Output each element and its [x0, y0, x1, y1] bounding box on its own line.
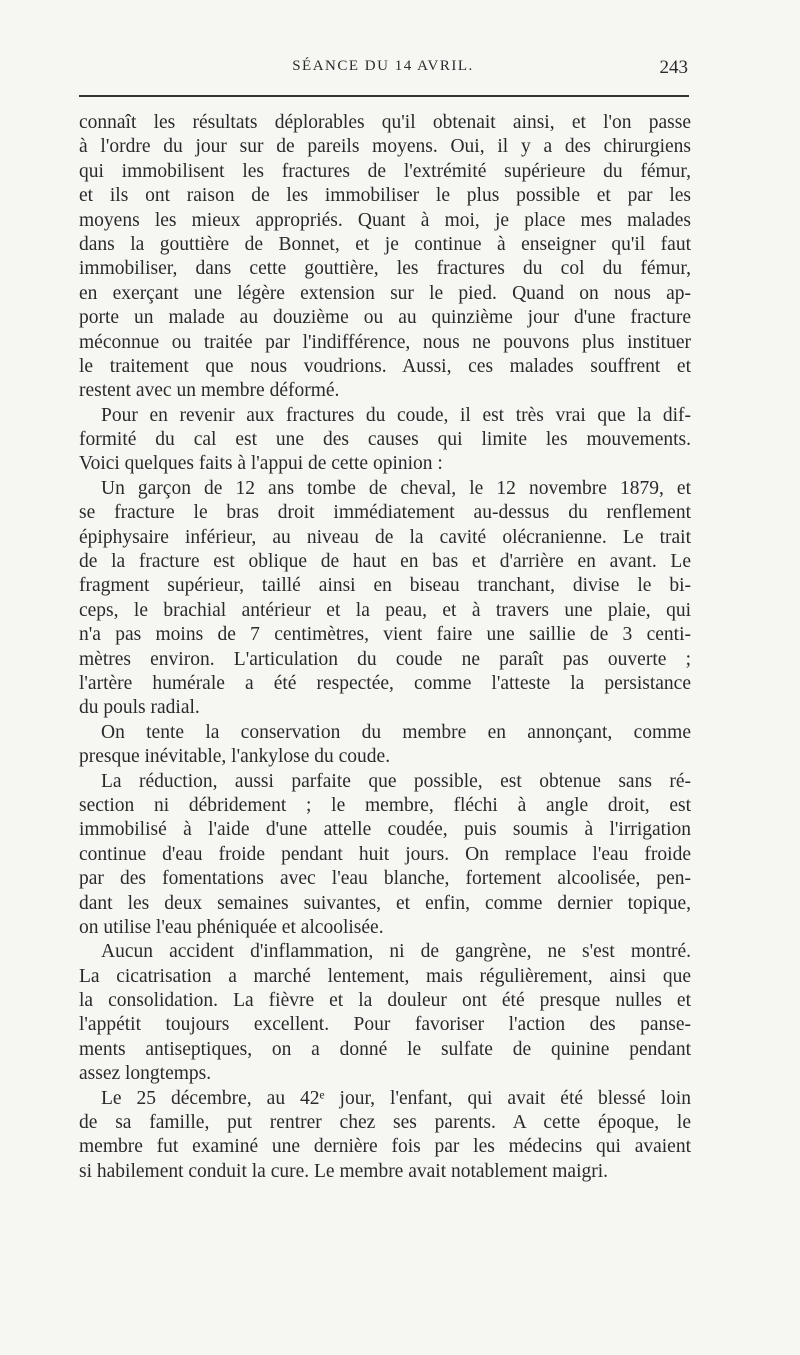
text-line: Voici quelques faits à l'appui de cette opinion :: [79, 453, 443, 475]
text-line: de la fracture est oblique de haut en bas et d'arrière en avant. Le: [79, 551, 691, 573]
running-title: SÉANCE DU 14 AVRIL.: [292, 58, 474, 74]
text-line: se fracture le bras droit immédiatement au-dessus du renflement: [79, 502, 691, 524]
text-line: immobilisé à l'aide d'une attelle coudée, puis soumis à l'irrigation: [79, 819, 691, 841]
text-line: dant les deux semaines suivantes, et enfin, comme dernier topique,: [79, 892, 691, 914]
text-line: si habilement conduit la cure. Le membre avait notablement maigri.: [79, 1160, 609, 1182]
text-line: qui immobilisent les fractures de l'extrémité supérieure du fémur,: [79, 160, 691, 182]
page-header: [78, 58, 688, 86]
text-line: on utilise l'eau phéniquée et alcoolisée.: [79, 916, 384, 938]
paragraph: [79, 770, 691, 941]
text-line: et ils ont raison de les immobiliser le plus possible et par les: [79, 185, 691, 207]
text-line: l'appétit toujours excellent. Pour favoriser l'action des panse-: [79, 1014, 691, 1036]
page-number: 243: [659, 57, 688, 78]
text-line: la consolidation. La fièvre et la douleur ont été presque nulles et: [79, 990, 691, 1012]
paragraph: [79, 721, 691, 770]
paragraph: [79, 1087, 691, 1185]
text-line: dans la gouttière de Bonnet, et je continue à enseigner qu'il faut: [79, 233, 691, 255]
text-line: fragment supérieur, taillé ainsi en biseau tranchant, divise le bi-: [79, 575, 691, 597]
text-line: continue d'eau froide pendant huit jours. On remplace l'eau froide: [79, 843, 691, 865]
text-line: immobiliser, dans cette gouttière, les fractures du col du fémur,: [79, 258, 691, 280]
text-line: ments antiseptiques, on a donné le sulfate de quinine pendant: [79, 1038, 691, 1060]
text-line: du pouls radial.: [79, 697, 200, 719]
text-line: ceps, le brachial antérieur et la peau, et à travers une plaie, qui: [79, 599, 691, 621]
text-line: Pour en revenir aux fractures du coude, il est très vrai que la dif-: [101, 404, 691, 426]
text-line: en exerçant une légère extension sur le pied. Quand on nous ap-: [79, 282, 691, 304]
text-line: porte un malade au douzième ou au quinzième jour d'une fracture: [79, 307, 691, 329]
text-line: Le 25 décembre, au 42ᵉ jour, l'enfant, qui avait été blessé loin: [101, 1087, 691, 1109]
paragraph: [79, 111, 691, 404]
paragraph: [79, 477, 691, 721]
text-line: Un garçon de 12 ans tombe de cheval, le 12 novembre 1879, et: [101, 477, 691, 499]
text-line: formité du cal est une des causes qui limite les mouvements.: [79, 429, 691, 451]
text-line: épiphysaire inférieur, au niveau de la cavité olécranienne. Le trait: [79, 526, 691, 548]
text-line: presque inévitable, l'ankylose du coude.: [79, 746, 391, 768]
text-line: n'a pas moins de 7 centimètres, vient faire une saillie de 3 centi-: [79, 624, 691, 646]
text-line: par des fomentations avec l'eau blanche, fortement alcoolisée, pen-: [79, 868, 691, 890]
text-line: le traitement que nous voudrions. Aussi, ces malades souffrent et: [79, 355, 691, 377]
paragraph: [79, 404, 691, 477]
body-text: [79, 111, 691, 1184]
text-line: moyens les mieux appropriés. Quant à moi, je place mes malades: [79, 209, 691, 231]
text-line: connaît les résultats déplorables qu'il obtenait ainsi, et l'on passe: [79, 112, 691, 133]
header-rule: [79, 95, 689, 97]
text-line: restent avec un membre déformé.: [79, 380, 340, 402]
text-line: de sa famille, put rentrer chez ses parents. A cette époque, le: [79, 1112, 691, 1134]
text-line: Aucun accident d'inflammation, ni de gangrène, ne s'est montré.: [101, 941, 691, 963]
text-line: l'artère humérale a été respectée, comme l'atteste la persistance: [79, 672, 691, 694]
text-line: méconnue ou traitée par l'indifférence, nous ne pouvons plus instituer: [79, 331, 691, 353]
text-line: On tente la conservation du membre en annonçant, comme: [101, 721, 691, 743]
text-line: La réduction, aussi parfaite que possible, est obtenue sans ré-: [101, 770, 691, 792]
paragraph: [79, 940, 691, 1086]
text-line: assez longtemps.: [79, 1063, 212, 1085]
text-line: à l'ordre du jour sur de pareils moyens. Oui, il y a des chirurgiens: [79, 136, 691, 158]
text-line: La cicatrisation a marché lentement, mais régulièrement, ainsi que: [79, 965, 691, 987]
text-line: mètres environ. L'articulation du coude ne paraît pas ouverte ;: [79, 648, 691, 670]
text-line: section ni débridement ; le membre, fléchi à angle droit, est: [79, 794, 691, 816]
text-line: membre fut examiné une dernière fois par les médecins qui avaient: [79, 1136, 691, 1158]
